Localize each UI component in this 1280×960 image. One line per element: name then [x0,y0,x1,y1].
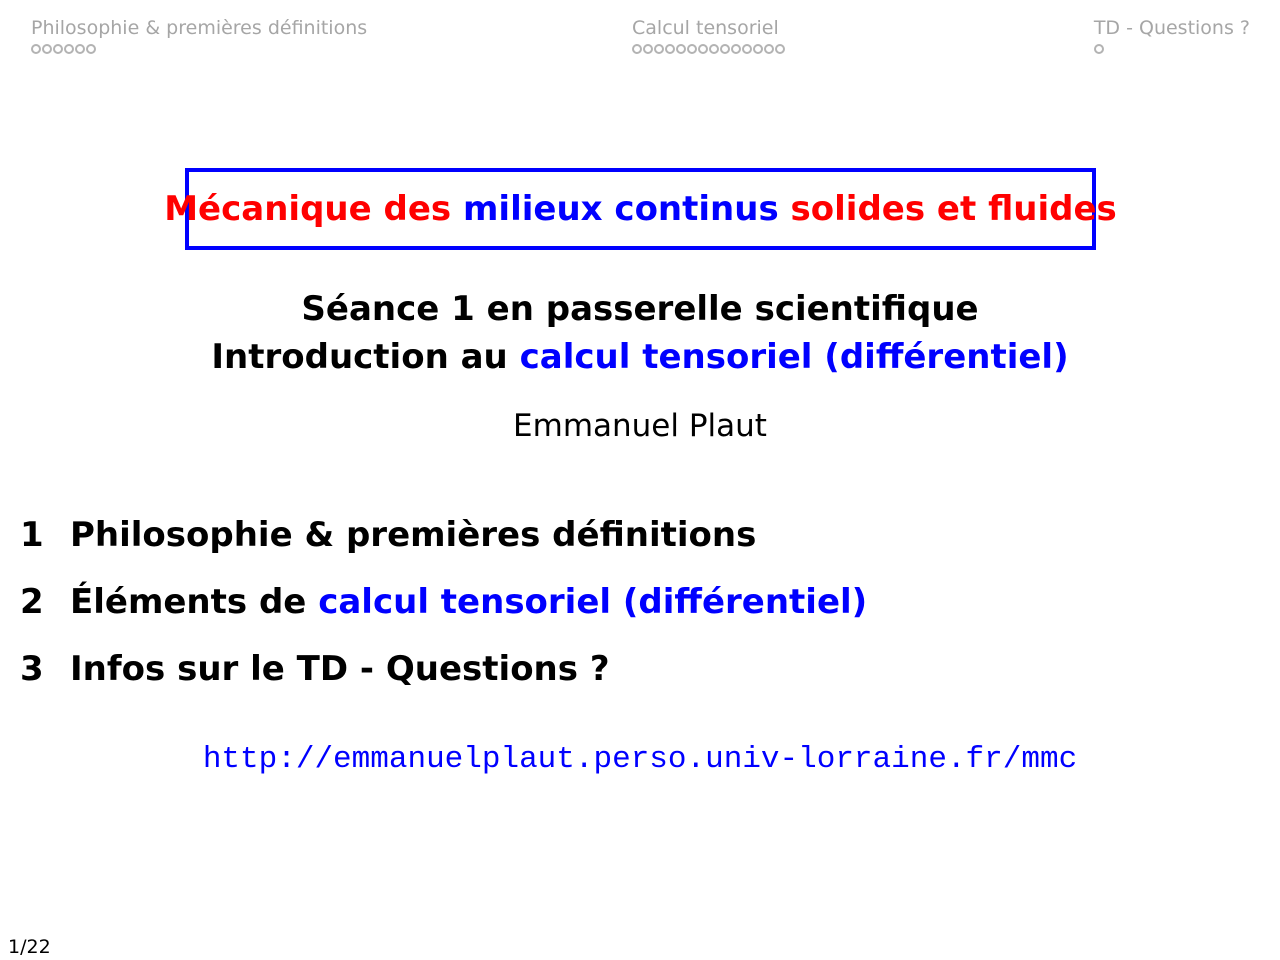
slide-dot-icon[interactable] [86,44,96,54]
outline-text: Éléments de [70,582,307,622]
outline-item-1[interactable] [20,515,756,555]
nav-section-calcul-tensoriel[interactable] [632,16,785,56]
subtitle-line-2-prefix: Introduction au [211,337,508,377]
page-number: 1/22 [8,936,51,958]
title-box [164,168,1117,250]
nav-section-td-questions[interactable] [1094,16,1250,56]
slide-dot-icon[interactable] [75,44,85,54]
nav-section-label[interactable]: TD - Questions ? [1093,17,1250,39]
outline-text: Philosophie & premières définitions [70,515,757,555]
title-part-1: Mécanique des [164,189,452,229]
slide-dot-icon[interactable] [742,44,752,54]
slide-dot-icon[interactable] [753,44,763,54]
outline-highlight: calcul tensoriel (différentiel) [318,582,868,622]
slide-dot-icon[interactable] [676,44,686,54]
slide-dot-icon[interactable] [64,44,74,54]
slide-dot-icon[interactable] [31,44,41,54]
nav-slide-dots[interactable] [1094,42,1250,56]
slide-dot-icon[interactable] [764,44,774,54]
title-part-3: solides et fluides [790,189,1117,229]
slide-dot-icon[interactable] [687,44,697,54]
outline-number: 2 [20,582,44,622]
outline-item-3[interactable] [20,649,610,689]
outline-number: 3 [20,649,44,689]
slide-dot-icon[interactable] [632,44,642,54]
outline-number: 1 [20,515,44,555]
slide-dot-icon[interactable] [42,44,52,54]
outline-item-2[interactable] [20,582,867,622]
slide-dot-icon[interactable] [654,44,664,54]
nav-slide-dots[interactable] [632,42,785,56]
outline-text: Infos sur le TD - Questions ? [70,649,610,689]
slide-dot-icon[interactable] [698,44,708,54]
slide-dot-icon[interactable] [775,44,785,54]
nav-section-label[interactable]: Philosophie & premières définitions [31,17,368,39]
subtitle-line-2 [0,337,1280,377]
slide-dot-icon[interactable] [731,44,741,54]
subtitle-line-2-highlight: calcul tensoriel (différentiel) [519,337,1069,377]
nav-section-label[interactable]: Calcul tensoriel [632,17,779,39]
title-part-2: milieux continus [463,189,779,229]
slide-dot-icon[interactable] [665,44,675,54]
course-url-link[interactable]: http://emmanuelplaut.perso.univ-lorraine.fr/mmc [202,742,1078,777]
slide-dot-icon[interactable] [1094,44,1104,54]
slide-dot-icon[interactable] [53,44,63,54]
author-name: Emmanuel Plaut [513,408,767,444]
nav-slide-dots[interactable] [31,42,367,56]
slide-dot-icon[interactable] [720,44,730,54]
slide-dot-icon[interactable] [643,44,653,54]
nav-section-philosophie[interactable] [31,16,367,56]
slide-dot-icon[interactable] [709,44,719,54]
subtitle-line-1: Séance 1 en passerelle scientifique [301,289,979,329]
